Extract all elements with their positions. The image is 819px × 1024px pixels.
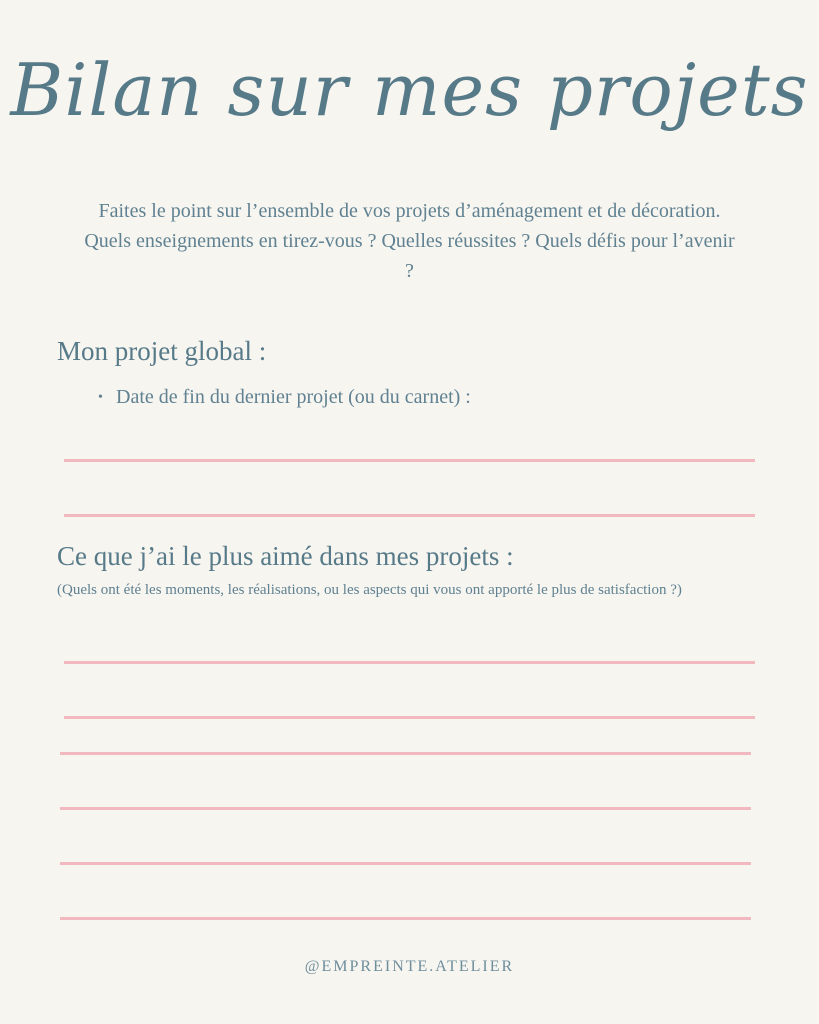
section-title-favorites: Ce que j’ai le plus aimé dans mes projets :	[57, 541, 514, 571]
writing-line[interactable]	[60, 917, 751, 920]
intro-text: Faites le point sur l’ensemble de vos projets d’aménagement et de décoration. Quels enseignements en tirez-vous ? Quelles réussites ? Quels défis pour l’avenir ?	[84, 200, 735, 282]
writing-line[interactable]	[64, 514, 755, 517]
writing-line[interactable]	[64, 459, 755, 462]
writing-line[interactable]	[60, 752, 751, 755]
section-hint: (Quels ont été les moments, les réalisations, ou les aspects qui vous ont apporté le plus de satisfaction ?)	[57, 582, 682, 598]
writing-line[interactable]	[64, 661, 755, 664]
writing-line[interactable]	[60, 807, 751, 810]
section-title-global: Mon projet global :	[57, 336, 267, 366]
page-title: Bilan sur mes projets	[10, 48, 809, 132]
writing-line[interactable]	[64, 716, 755, 719]
writing-line[interactable]	[60, 862, 751, 865]
bullet-end-date: • Date de fin du dernier projet (ou du carnet) :	[98, 386, 471, 409]
bullet-list	[98, 386, 471, 409]
footer-handle: @EMPREINTE.ATELIER	[304, 958, 515, 975]
